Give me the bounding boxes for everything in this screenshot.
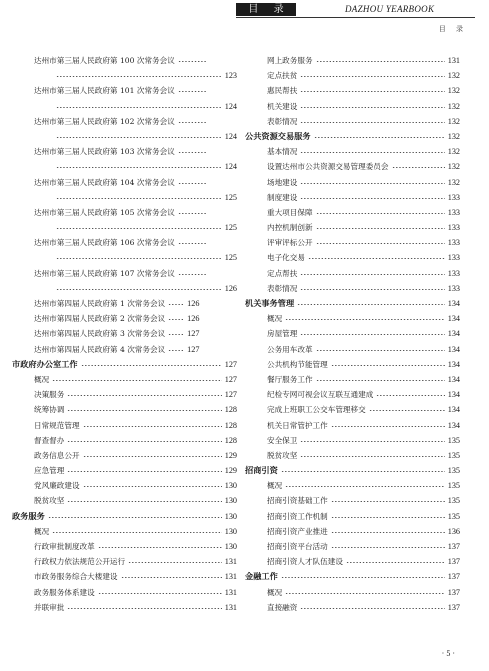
toc-entry-title: 表彰情况: [267, 116, 298, 126]
toc-section-entry[interactable]: [12, 510, 237, 525]
toc-entry-page: 137: [447, 602, 460, 612]
toc-entry-page: 127: [187, 329, 200, 339]
toc-left-column: [12, 54, 237, 616]
toc-section-entry[interactable]: [12, 358, 237, 373]
leader-dots: [168, 312, 184, 321]
toc-entry-page: 126: [224, 283, 237, 293]
toc-entry[interactable]: [245, 434, 460, 449]
toc-entry[interactable]: [12, 403, 237, 418]
toc-entry-title: 直接融资: [267, 602, 298, 612]
toc-entry[interactable]: [12, 267, 237, 282]
leader-dots: [67, 434, 221, 443]
toc-entry-page: 128: [224, 435, 237, 445]
leader-dots: [178, 145, 206, 154]
toc-entry[interactable]: [245, 84, 460, 99]
toc-entry-title: 惠民帮扶: [267, 86, 298, 96]
toc-entry[interactable]: [12, 54, 237, 69]
toc-entry[interactable]: [12, 434, 237, 449]
leader-dots: [67, 494, 221, 503]
leader-dots: [178, 206, 206, 215]
toc-entry-page: 137: [447, 572, 460, 582]
toc-entry-title: 机关建设: [267, 101, 298, 111]
toc-entry-page: 132: [447, 147, 460, 157]
toc-entry[interactable]: [245, 251, 460, 266]
toc-entry-title: 表彰情况: [267, 283, 298, 293]
toc-entry-title: 决策服务: [34, 390, 65, 400]
toc-entry-title: 招商引资平台活动: [267, 542, 328, 551]
toc-entry-page: 130: [224, 542, 237, 551]
toc-entry-title: 机关事务管理: [245, 298, 295, 308]
toc-entry-page: 133: [447, 223, 460, 233]
leader-dots: [285, 312, 445, 321]
toc-entry[interactable]: [245, 160, 460, 175]
toc-entry-title: 安全保卫: [267, 435, 298, 445]
toc-entry-page: 134: [447, 405, 460, 415]
leader-dots: [178, 267, 206, 276]
toc-entry-title: 日常规范管理: [34, 420, 80, 430]
leader-dots: [346, 555, 445, 564]
toc-entry-page: 128: [224, 420, 237, 430]
leader-dots: [67, 601, 221, 610]
toc-entry-title: 达州市第三届人民政府第 104 次常务会议: [34, 177, 175, 187]
toc-entry-title: 公共资源交易服务: [245, 130, 311, 141]
leader-dots: [56, 69, 222, 78]
toc-entry-title: 达州市第三届人民政府第 103 次常务会议: [34, 147, 175, 157]
leader-dots: [285, 479, 445, 488]
toc-entry[interactable]: [245, 343, 460, 358]
toc-entry-page: 133: [447, 207, 460, 217]
toc-entry-title: 脱贫攻坚: [34, 496, 65, 506]
leader-dots: [48, 510, 222, 519]
leader-dots: [308, 251, 445, 260]
toc-entry-page: 130: [224, 481, 237, 491]
leader-dots: [83, 449, 222, 458]
leader-dots: [316, 206, 445, 215]
toc-entry[interactable]: [245, 388, 460, 403]
toc-entry-title: 重大项目保障: [267, 207, 313, 217]
leader-dots: [56, 282, 222, 291]
leader-dots: [300, 282, 444, 291]
toc-entry-page: 127: [224, 390, 237, 400]
toc-entry[interactable]: [245, 236, 460, 251]
yearbook-title: DAZHOU YEARBOOK: [345, 4, 435, 14]
leader-dots: [331, 494, 445, 503]
toc-entry-title: 政务服务体系建设: [34, 587, 95, 597]
toc-entry-page: 131: [224, 602, 237, 612]
toc-entry-page: 130: [224, 496, 237, 506]
toc-entry-title: 达州市第三届人民政府第 102 次常务会议: [34, 116, 175, 126]
toc-entry[interactable]: [245, 525, 460, 540]
toc-entry-page: 132: [447, 177, 460, 187]
toc-entry[interactable]: [12, 601, 237, 616]
toc-entry[interactable]: [12, 494, 237, 509]
leader-dots: [300, 434, 444, 443]
toc-entry[interactable]: [245, 54, 460, 69]
leader-dots: [316, 236, 445, 245]
toc-entry[interactable]: [12, 388, 237, 403]
toc-entry-title: 应急管理: [34, 466, 65, 476]
toc-entry[interactable]: [12, 525, 237, 540]
toc-entry[interactable]: [12, 586, 237, 601]
toc-entry[interactable]: [12, 145, 237, 160]
toc-entry[interactable]: [245, 267, 460, 282]
toc-entry[interactable]: [245, 510, 460, 525]
toc-entry[interactable]: [245, 191, 460, 206]
toc-entry-title: 市政务服务综合大楼建设: [34, 572, 118, 582]
toc-entry[interactable]: [12, 221, 237, 236]
leader-dots: [376, 388, 444, 397]
toc-entry[interactable]: [245, 69, 460, 84]
leader-dots: [316, 54, 445, 63]
toc-entry-page: 133: [447, 253, 460, 263]
leader-dots: [285, 586, 445, 595]
toc-entry[interactable]: [12, 206, 237, 221]
leader-dots: [300, 449, 444, 458]
leader-dots: [168, 343, 184, 352]
leader-dots: [331, 510, 445, 519]
toc-entry-page: 137: [447, 557, 460, 567]
toc-entry[interactable]: [245, 601, 460, 616]
toc-entry-title: 电子化交易: [267, 253, 305, 263]
toc-entry-page: 132: [447, 86, 460, 96]
toc-entry-page: 134: [447, 344, 460, 354]
toc-entry-page: 135: [447, 435, 460, 445]
toc-entry[interactable]: [12, 69, 237, 84]
toc-entry-page: 126: [187, 314, 200, 324]
toc-entry-page: 131: [224, 587, 237, 597]
toc-entry-page: 124: [224, 162, 237, 172]
toc-entry-title: 政务服务: [12, 510, 45, 521]
toc-entry-page: 134: [447, 299, 460, 308]
toc-entry-title: 完成上班职工公交车管理移交: [267, 405, 366, 415]
toc-section-entry[interactable]: [245, 130, 460, 145]
toc-entry-title: 评审评标公开: [267, 238, 313, 248]
toc-entry-page: 136: [447, 526, 460, 536]
toc-entry-page: 130: [224, 526, 237, 536]
toc-entry-title: 党风廉政建设: [34, 481, 80, 491]
toc-entry[interactable]: [245, 312, 460, 327]
toc-entry[interactable]: [245, 176, 460, 191]
toc-entry[interactable]: [245, 555, 460, 570]
toc-entry[interactable]: [245, 479, 460, 494]
toc-entry-title: 纪检专网可视会议互联互通建成: [267, 390, 374, 400]
toc-entry[interactable]: [12, 251, 237, 266]
leader-dots: [56, 251, 222, 260]
toc-entry[interactable]: [12, 373, 237, 388]
toc-entry-page: 132: [447, 131, 460, 141]
header-rule: [236, 17, 475, 18]
toc-entry[interactable]: [245, 358, 460, 373]
toc-entry-page: 135: [447, 466, 460, 476]
toc-entry-page: 134: [447, 390, 460, 400]
toc-entry-title: 达州市第四届人民政府第 1 次常务会议: [34, 299, 166, 308]
header-subtitle: 目 录: [438, 25, 467, 33]
toc-entry-title: 金融工作: [245, 571, 278, 582]
toc-entry-title: 并联审批: [34, 602, 65, 612]
leader-dots: [98, 540, 222, 549]
toc-right-column: [245, 54, 460, 616]
leader-dots: [83, 419, 222, 428]
toc-entry-page: 124: [224, 131, 237, 141]
toc-entry[interactable]: [12, 449, 237, 464]
toc-entry-title: 制度建设: [267, 192, 298, 202]
toc-entry[interactable]: [245, 206, 460, 221]
toc-entry-page: 128: [224, 405, 237, 415]
toc-entry-page: 137: [447, 542, 460, 551]
toc-entry-title: 统筹协调: [34, 405, 65, 415]
toc-entry-page: 133: [447, 192, 460, 202]
toc-entry-page: 131: [224, 557, 237, 567]
toc-entry-page: 135: [447, 450, 460, 460]
toc-entry[interactable]: [245, 373, 460, 388]
leader-dots: [168, 297, 184, 306]
toc-entry[interactable]: [245, 586, 460, 601]
toc-entry-title: 概况: [34, 374, 50, 384]
toc-entry-title: 达州市第三届人民政府第 106 次常务会议: [34, 238, 175, 248]
leader-dots: [281, 464, 445, 473]
toc-entry-title: 场地建设: [267, 177, 298, 187]
leader-dots: [178, 176, 206, 185]
toc-entry-title: 网上政务服务: [267, 56, 313, 65]
toc-entry-page: 124: [224, 101, 237, 111]
toc-entry[interactable]: [12, 464, 237, 479]
toc-entry[interactable]: [12, 419, 237, 434]
toc-entry[interactable]: [12, 540, 237, 555]
toc-entry-title: 督查督办: [34, 435, 65, 445]
toc-entry-title: 招商引资产业推进: [267, 526, 328, 536]
toc-entry[interactable]: [12, 297, 237, 312]
toc-entry[interactable]: [245, 449, 460, 464]
leader-dots: [300, 601, 444, 610]
toc-entry-title: 达州市第三届人民政府第 107 次常务会议: [34, 268, 175, 278]
leader-dots: [56, 130, 222, 139]
toc-entry-title: 行政审批制度改革: [34, 542, 95, 551]
leader-dots: [300, 115, 444, 124]
toc-entry-page: 134: [447, 374, 460, 384]
toc-entry-title: 概况: [34, 526, 50, 536]
toc-entry-page: 134: [447, 359, 460, 369]
toc-entry-title: 机关日常管护工作: [267, 420, 328, 430]
toc-entry-title: 概况: [267, 314, 283, 324]
toc-entry-page: 123: [224, 71, 237, 81]
leader-dots: [56, 100, 222, 109]
toc-entry-title: 房屋管理: [267, 329, 298, 339]
leader-dots: [178, 236, 206, 245]
toc-entry[interactable]: [12, 191, 237, 206]
toc-entry[interactable]: [245, 403, 460, 418]
toc-entry[interactable]: [12, 130, 237, 145]
toc-entry[interactable]: [245, 100, 460, 115]
toc-entry[interactable]: [12, 100, 237, 115]
leader-dots: [316, 373, 445, 382]
leader-dots: [98, 586, 222, 595]
toc-entry-title: 政务信息公开: [34, 450, 80, 460]
toc-entry-title: 招商引资人才队伍建设: [267, 557, 343, 567]
leader-dots: [168, 327, 184, 336]
toc-entry-title: 餐厅服务工作: [267, 374, 313, 384]
toc-section-entry[interactable]: [245, 570, 460, 585]
toc-entry-page: 127: [187, 344, 200, 354]
leader-dots: [300, 100, 444, 109]
toc-entry-page: 125: [224, 253, 237, 263]
toc-entry[interactable]: [245, 419, 460, 434]
leader-dots: [300, 176, 444, 185]
toc-entry-title: 定点帮扶: [267, 268, 298, 278]
toc-entry-title: 招商引资: [245, 465, 278, 476]
toc-entry-page: 132: [447, 101, 460, 111]
toc-entry-page: 129: [224, 466, 237, 476]
toc-entry[interactable]: [12, 479, 237, 494]
toc-entry-page: 135: [447, 496, 460, 506]
toc-entry-title: 招商引资基础工作: [267, 496, 328, 506]
toc-entry-page: 133: [447, 283, 460, 293]
toc-entry-title: 行政权力依法规范公开运行: [34, 557, 126, 567]
toc-entry-title: 市政府办公室工作: [12, 358, 78, 369]
toc-entry-title: 公共机构节能管理: [267, 359, 328, 369]
toc-entry[interactable]: [12, 343, 237, 358]
toc-entry-title: 达州市第三届人民政府第 101 次常务会议: [34, 86, 175, 96]
leader-dots: [178, 54, 206, 63]
toc-entry[interactable]: [12, 570, 237, 585]
toc-entry-page: 126: [187, 299, 200, 308]
leader-dots: [331, 419, 445, 428]
leader-dots: [316, 343, 445, 352]
toc-entry-page: 137: [447, 587, 460, 597]
leader-dots: [67, 388, 221, 397]
toc-entry[interactable]: [245, 494, 460, 509]
toc-entry-title: 达州市第四届人民政府第 2 次常务会议: [34, 314, 166, 324]
toc-entry-title: 招商引资工作机制: [267, 511, 328, 521]
toc-entry[interactable]: [12, 282, 237, 297]
leader-dots: [300, 327, 444, 336]
leader-dots: [52, 373, 222, 382]
toc-entry-page: 132: [447, 116, 460, 126]
toc-entry-title: 概况: [267, 587, 283, 597]
toc-entry-title: 定点扶贫: [267, 71, 298, 81]
toc-entry[interactable]: [12, 115, 237, 130]
toc-entry-title: 公务用车改革: [267, 344, 313, 354]
leader-dots: [392, 160, 445, 169]
toc-entry-page: 125: [224, 192, 237, 202]
toc-entry[interactable]: [12, 84, 237, 99]
leader-dots: [300, 191, 444, 200]
leader-dots: [314, 130, 445, 139]
toc-entry-page: 129: [224, 450, 237, 460]
toc-entry-page: 127: [224, 359, 237, 369]
toc-entry-title: 达州市第三届人民政府第 105 次常务会议: [34, 207, 175, 217]
leader-dots: [56, 221, 222, 230]
page-number: · 5 ·: [441, 649, 455, 658]
toc-entry[interactable]: [12, 176, 237, 191]
toc-entry-title: 设置达州市公共资源交易管理委员会: [267, 162, 389, 172]
leader-dots: [56, 191, 222, 200]
toc-entry[interactable]: [245, 115, 460, 130]
toc-entry[interactable]: [245, 145, 460, 160]
leader-dots: [331, 525, 445, 534]
leader-dots: [369, 403, 445, 412]
leader-dots: [81, 358, 222, 367]
leader-dots: [281, 570, 445, 579]
leader-dots: [56, 160, 222, 169]
toc-entry[interactable]: [12, 160, 237, 175]
toc-entry-title: 基本情况: [267, 147, 298, 157]
toc-entry-page: 131: [447, 56, 460, 65]
toc-section-entry[interactable]: [245, 297, 460, 312]
toc-entry-page: 133: [447, 268, 460, 278]
toc-entry[interactable]: [12, 327, 237, 342]
toc-entry[interactable]: [12, 555, 237, 570]
toc-entry-page: 127: [224, 374, 237, 384]
leader-dots: [297, 297, 445, 306]
toc-section-entry[interactable]: [245, 464, 460, 479]
toc-entry-title: 概况: [267, 481, 283, 491]
leader-dots: [67, 464, 221, 473]
leader-dots: [331, 540, 445, 549]
toc-entry[interactable]: [12, 236, 237, 251]
toc-entry-page: 134: [447, 329, 460, 339]
leader-dots: [178, 84, 206, 93]
toc-entry-page: 132: [447, 162, 460, 172]
toc-entry-title: 达州市第三届人民政府第 100 次常务会议: [34, 56, 175, 65]
toc-entry[interactable]: [12, 312, 237, 327]
toc-entry-page: 132: [447, 71, 460, 81]
toc-entry[interactable]: [245, 327, 460, 342]
toc-entry-page: 135: [447, 481, 460, 491]
toc-entry[interactable]: [245, 282, 460, 297]
leader-dots: [178, 115, 206, 124]
toc-entry-page: 135: [447, 511, 460, 521]
toc-entry-page: 130: [224, 511, 237, 521]
leader-dots: [300, 267, 444, 276]
toc-entry-title: 内控机制创新: [267, 223, 313, 233]
toc-entry-page: 125: [224, 223, 237, 233]
toc-entry-title: 达州市第四届人民政府第 4 次常务会议: [34, 344, 166, 354]
leader-dots: [300, 84, 444, 93]
toc-entry-page: 134: [447, 420, 460, 430]
leader-dots: [52, 525, 222, 534]
toc-entry-title: 达州市第四届人民政府第 3 次常务会议: [34, 329, 166, 339]
leader-dots: [300, 145, 444, 154]
toc-entry-page: 133: [447, 238, 460, 248]
leader-dots: [300, 69, 444, 78]
leader-dots: [121, 570, 222, 579]
leader-dots: [316, 221, 445, 230]
toc-entry-title: 脱贫攻坚: [267, 450, 298, 460]
toc-entry[interactable]: [245, 221, 460, 236]
toc-entry[interactable]: [245, 540, 460, 555]
leader-dots: [128, 555, 222, 564]
leader-dots: [67, 403, 221, 412]
leader-dots: [83, 479, 222, 488]
toc-entry-page: 131: [224, 572, 237, 582]
toc-entry-page: 134: [447, 314, 460, 324]
section-label: 目 录: [236, 3, 296, 16]
leader-dots: [331, 358, 445, 367]
